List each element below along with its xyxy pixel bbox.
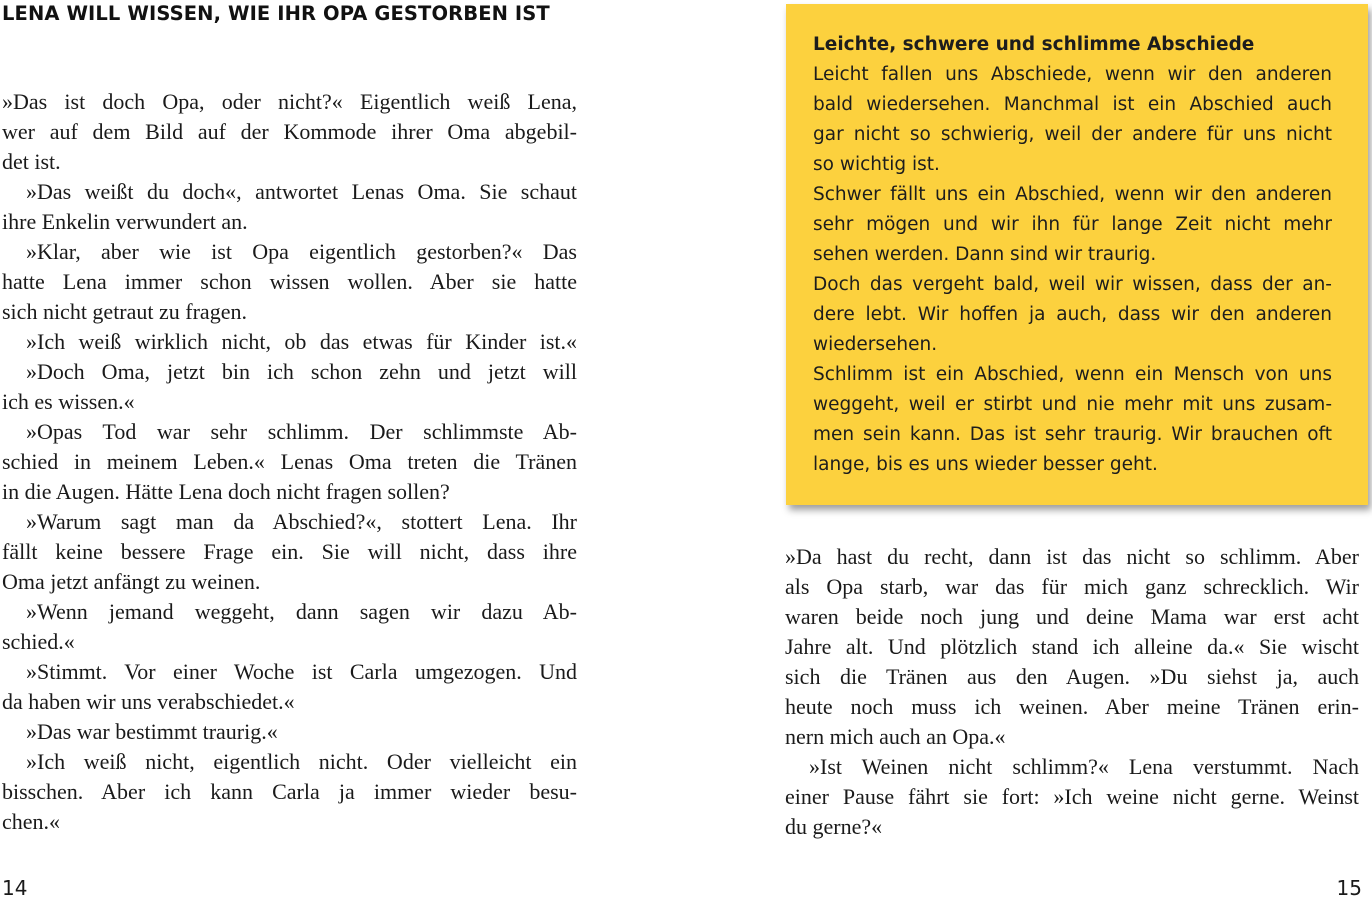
text-line: »Das war bestimmt traurig.« bbox=[26, 719, 278, 744]
text-line: »Stimmt. Vor einer Woche ist Carla umgezogen. Und bbox=[26, 659, 577, 684]
left-page bbox=[0, 0, 580, 904]
info-box-line: bald wiedersehen. Manchmal ist ein Abschied auch bbox=[813, 94, 1332, 115]
info-box-line: sehen werden. Dann sind wir traurig. bbox=[813, 244, 1157, 265]
info-box-line: so wichtig ist. bbox=[813, 154, 940, 175]
text-line: da haben wir uns verabschiedet.« bbox=[2, 689, 295, 714]
text-line: bisschen. Aber ich kann Carla ja immer wieder besu- bbox=[2, 779, 577, 804]
text-line: »Ich weiß wirklich nicht, ob das etwas für Kinder ist.« bbox=[26, 329, 577, 354]
text-line: einer Pause fährt sie fort: »Ich weine nicht gerne. Weinst bbox=[785, 784, 1359, 809]
text-line: »Doch Oma, jetzt bin ich schon zehn und jetzt will bbox=[26, 359, 577, 384]
text-line: sich die Tränen aus den Augen. »Du siehst ja, auch bbox=[785, 664, 1359, 689]
info-box-line: men sein kann. Das ist sehr traurig. Wir brauchen oft bbox=[813, 424, 1332, 445]
text-line: ich es wissen.« bbox=[2, 389, 135, 414]
info-box-line: sehr mögen und wir ihn für lange Zeit nicht mehr bbox=[813, 214, 1332, 235]
text-line: Jahre alt. Und plötzlich stand ich alleine da.« Sie wischt bbox=[785, 634, 1359, 659]
info-box-title: Leichte, schwere und schlimme Abschiede bbox=[813, 34, 1255, 55]
text-line: sich nicht getraut zu fragen. bbox=[2, 299, 247, 324]
text-line: »Das ist doch Opa, oder nicht?« Eigentlich weiß Lena, bbox=[2, 89, 577, 114]
text-line: fällt keine bessere Frage ein. Sie will nicht, dass ihre bbox=[2, 539, 577, 564]
text-line: Oma jetzt anfängt zu weinen. bbox=[2, 569, 261, 594]
text-line: schied in meinem Leben.« Lenas Oma treten die Tränen bbox=[2, 449, 577, 474]
info-box-line: dere lebt. Wir hoffen ja auch, dass wir den anderen bbox=[813, 304, 1332, 325]
text-line: schied.« bbox=[2, 629, 75, 654]
info-box-line: Doch das vergeht bald, weil wir wissen, dass der an- bbox=[813, 274, 1332, 295]
info-box-line: wiedersehen. bbox=[813, 334, 938, 355]
text-line: »Da hast du recht, dann ist das nicht so schlimm. Aber bbox=[785, 544, 1359, 569]
text-line: »Klar, aber wie ist Opa eigentlich gestorben?« Das bbox=[26, 239, 577, 264]
text-line: »Warum sagt man da Abschied?«, stottert Lena. Ihr bbox=[26, 509, 577, 534]
text-line: wer auf dem Bild auf der Kommode ihrer Oma abgebil- bbox=[2, 119, 577, 144]
text-line: in die Augen. Hätte Lena doch nicht fragen sollen? bbox=[2, 479, 450, 504]
text-line: det ist. bbox=[2, 149, 61, 174]
page-number-right: 15 bbox=[1336, 876, 1362, 900]
text-line: du gerne?« bbox=[785, 814, 883, 839]
info-box-line: Schlimm ist ein Abschied, wenn ein Mensch von uns bbox=[813, 364, 1332, 385]
info-box-line: Schwer fällt uns ein Abschied, wenn wir den anderen bbox=[813, 184, 1332, 205]
text-line: »Ist Weinen nicht schlimm?« Lena verstummt. Nach bbox=[809, 754, 1359, 779]
text-line: »Ich weiß nicht, eigentlich nicht. Oder vielleicht ein bbox=[26, 749, 577, 774]
chapter-title: LENA WILL WISSEN, WIE IHR OPA GESTORBEN IST bbox=[2, 2, 550, 25]
text-line: »Wenn jemand weggeht, dann sagen wir dazu Ab- bbox=[26, 599, 577, 624]
text-line: chen.« bbox=[2, 809, 61, 834]
page-number-left: 14 bbox=[2, 876, 28, 900]
text-line: als Opa starb, war das für mich ganz schrecklich. Wir bbox=[785, 574, 1359, 599]
text-line: »Opas Tod war sehr schlimm. Der schlimmste Ab- bbox=[26, 419, 577, 444]
text-line: hatte Lena immer schon wissen wollen. Aber sie hatte bbox=[2, 269, 577, 294]
text-line: nern mich auch an Opa.« bbox=[785, 724, 1006, 749]
text-line: heute noch muss ich weinen. Aber meine Tränen erin- bbox=[785, 694, 1359, 719]
text-line: waren beide noch jung und deine Mama war erst acht bbox=[785, 604, 1359, 629]
text-line: ihre Enkelin verwundert an. bbox=[2, 209, 248, 234]
right-page bbox=[784, 0, 1362, 904]
info-box-line: lange, bis es uns wieder besser geht. bbox=[813, 454, 1158, 475]
info-box-line: Leicht fallen uns Abschiede, wenn wir den anderen bbox=[813, 64, 1332, 85]
info-box-line: weggeht, weil er stirbt und nie mehr mit uns zusam- bbox=[813, 394, 1332, 415]
text-line: »Das weißt du doch«, antwortet Lenas Oma. Sie schaut bbox=[26, 179, 577, 204]
info-box-line: gar nicht so schwierig, weil der andere für uns nicht bbox=[813, 124, 1332, 145]
